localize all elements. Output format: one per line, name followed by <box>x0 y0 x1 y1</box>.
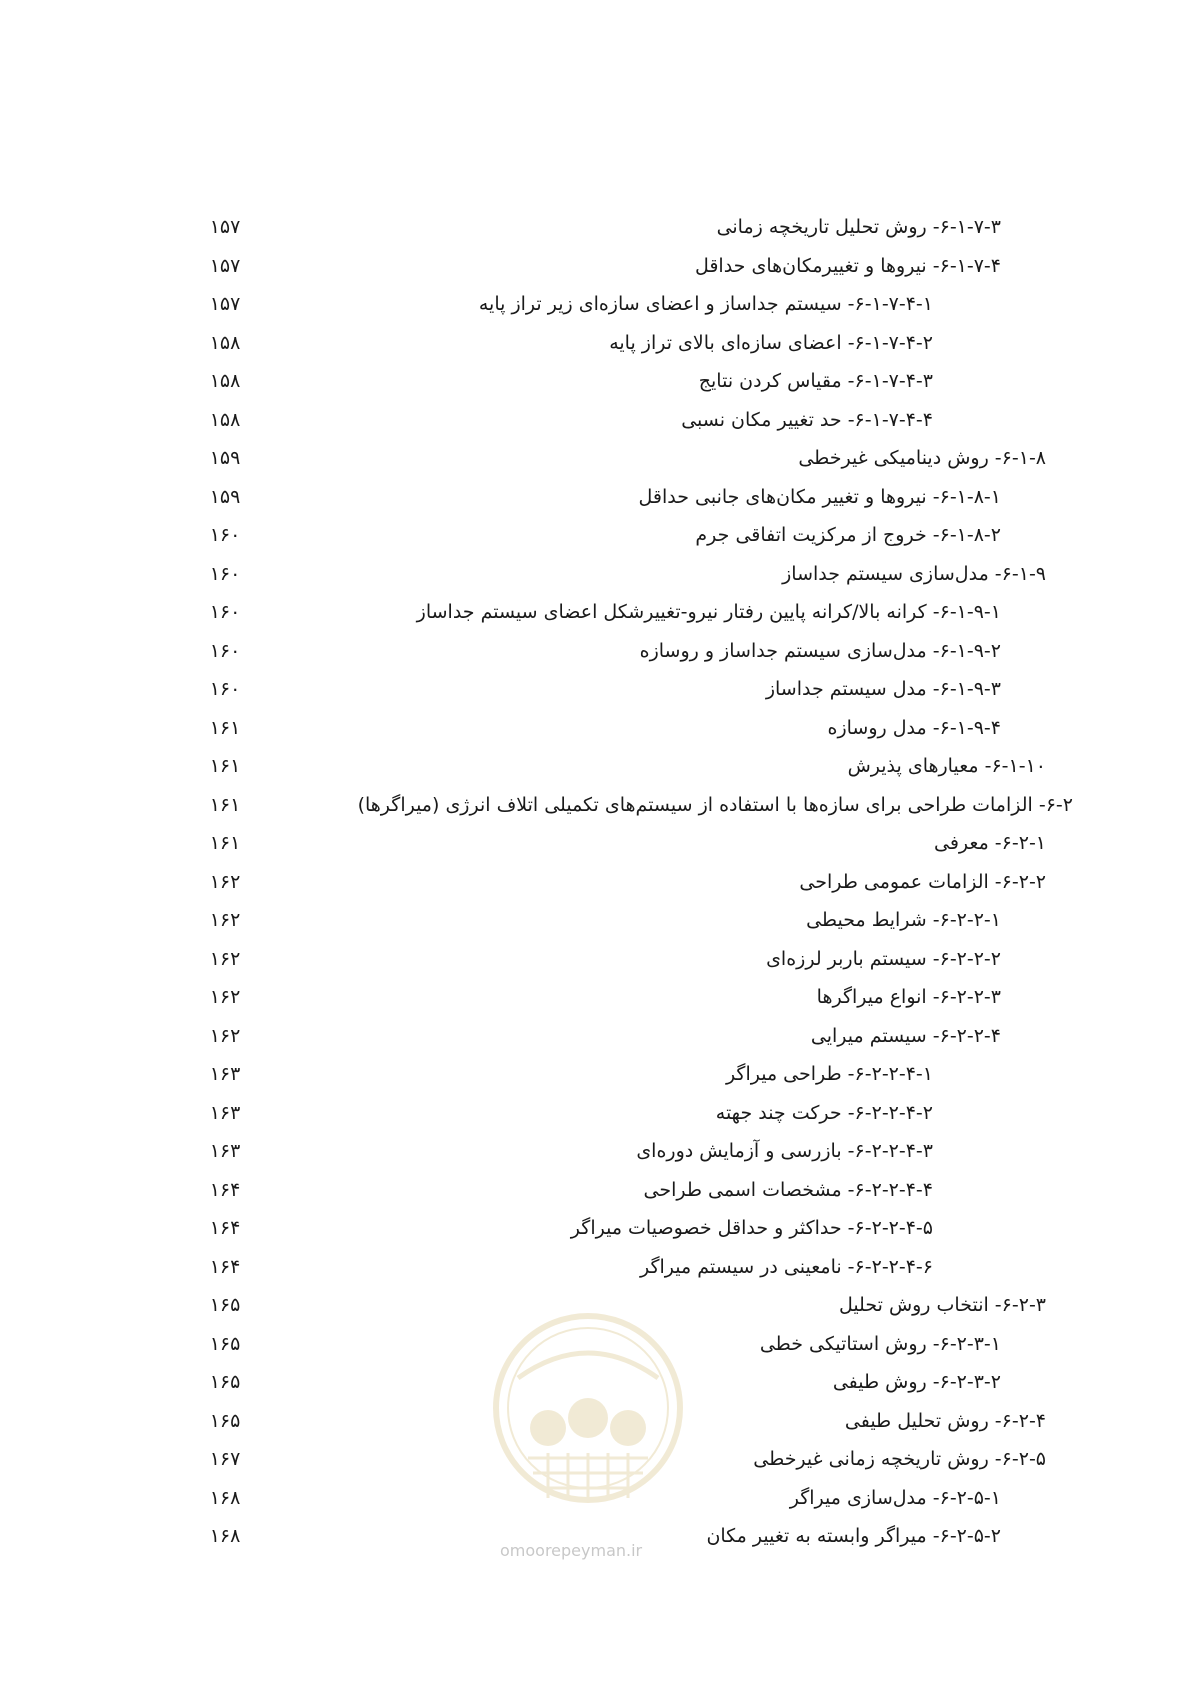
toc-entry-title: ۶-۲-۲-۴-۵- حداکثر و حداقل خصوصیات میراگر <box>570 1217 933 1239</box>
toc-entry-page-number: ۱۶۰ <box>209 678 241 700</box>
toc-entry-page-number: ۱۵۷ <box>209 293 241 315</box>
toc-entry-page-number: ۱۶۵ <box>209 1332 241 1355</box>
toc-entry <box>0 638 1191 677</box>
toc-entry-title: ۶-۲-۵-۲- میراگر وابسته به تغییر مکان <box>706 1525 1001 1547</box>
toc-entry-title: ۶-۲-۲-۴-۴- مشخصات اسمی طراحی <box>643 1178 933 1201</box>
toc-entry-title: ۶-۱-۷-۴-۱- سیستم جداساز و اعضای سازه‌ای زیر تراز پایه <box>478 293 933 315</box>
toc-entry-page-number: ۱۶۰ <box>209 639 241 662</box>
toc-entry-title: ۶-۱-۸-۱- نیروها و تغییر مکان‌های جانبی حداقل <box>638 485 1001 508</box>
toc-entry-page-number: ۱۵۷ <box>209 254 241 277</box>
toc-entry-title: ۶-۱-۸- روش دینامیکی غیرخطی <box>798 447 1046 469</box>
toc-entry-title: ۶-۱-۹-۲- مدل‌سازی سیستم جداساز و روسازه <box>639 639 1001 662</box>
toc-entry <box>0 484 1191 523</box>
toc-entry <box>0 869 1191 908</box>
toc-entry-page-number: ۱۶۳ <box>209 1101 241 1124</box>
toc-entry-page-number: ۱۶۱ <box>209 755 241 777</box>
toc-entry <box>0 1177 1191 1216</box>
toc-entry-title: ۶-۱-۹-۱- کرانه بالا/کرانه پایین رفتار نیرو-تغییرشکل اعضای سیستم جداساز <box>416 601 1001 623</box>
toc-entry-title: ۶-۲-۲-۴-۲- حرکت چند جهته <box>715 1101 933 1124</box>
toc-entry-title: ۶-۱-۷-۴-۲- اعضای سازه‌ای بالای تراز پایه <box>609 331 933 354</box>
toc-entry-page-number: ۱۵۹ <box>209 485 241 508</box>
toc-entry-title: ۶-۲-۲- الزامات عمومی طراحی <box>799 870 1046 893</box>
toc-entry-page-number: ۱۶۵ <box>209 1371 241 1393</box>
toc-entry <box>0 907 1191 946</box>
toc-entry-title: ۶-۱-۷-۴-۳- مقیاس کردن نتایج <box>698 370 933 392</box>
toc-entry-page-number: ۱۶۸ <box>209 1525 241 1547</box>
toc-entry <box>0 676 1191 715</box>
toc-entry-page-number: ۱۶۰ <box>209 562 241 585</box>
toc-entry <box>0 368 1191 407</box>
toc-entry-title: ۶-۲-۴- روش تحلیل طیفی <box>844 1409 1046 1432</box>
toc-entry <box>0 407 1191 446</box>
toc-entry-title: ۶-۱-۹-۴- مدل روسازه <box>827 716 1001 739</box>
toc-entry-title: ۶-۲-۲-۴-۶- نامعینی در سیستم میراگر <box>639 1255 933 1278</box>
toc-entry <box>0 214 1191 253</box>
toc-entry <box>0 561 1191 600</box>
toc-entry-title: ۶-۲-۲-۲- سیستم باربر لرزه‌ای <box>766 947 1001 970</box>
toc-entry-title: ۶-۲-۲-۱- شرایط محیطی <box>806 909 1001 931</box>
toc-entry <box>0 792 1191 831</box>
toc-entry-page-number: ۱۶۷ <box>209 1448 241 1470</box>
toc-entry-page-number: ۱۶۳ <box>209 1140 241 1162</box>
toc-entry-title: ۶-۲-۳- انتخاب روش تحلیل <box>838 1294 1046 1316</box>
toc-entry <box>0 253 1191 292</box>
toc-entry-title: ۶-۱-۷-۴-۴- حد تغییر مکان نسبی <box>681 408 933 431</box>
toc-entry <box>0 1100 1191 1139</box>
toc-entry-page-number: ۱۶۰ <box>209 524 241 546</box>
toc-entry-page-number: ۱۶۴ <box>209 1255 241 1278</box>
toc-entry-title: ۶-۲-۱- معرفی <box>934 832 1046 854</box>
toc-entry <box>0 445 1191 484</box>
toc-entry-title: ۶-۱-۷-۴- نیروها و تغییرمکان‌های حداقل <box>694 254 1001 277</box>
watermark-url: omoorepeyman.ir <box>500 1541 643 1560</box>
toc-entry-page-number: ۱۶۲ <box>209 986 241 1008</box>
toc-entry <box>0 830 1191 869</box>
toc-entry-title: ۶-۱-۹-۳- مدل سیستم جداساز <box>765 678 1001 700</box>
toc-entry-page-number: ۱۶۲ <box>209 909 241 931</box>
toc-entry-page-number: ۱۶۰ <box>209 601 241 623</box>
toc-entry-page-number: ۱۶۵ <box>209 1409 241 1432</box>
toc-entry-page-number: ۱۶۸ <box>209 1486 241 1509</box>
toc-entry <box>0 753 1191 792</box>
toc-entry-page-number: ۱۶۵ <box>209 1294 241 1316</box>
toc-entry-title: ۶-۲-۲-۴-۱- طراحی میراگر <box>725 1063 933 1085</box>
toc-entry <box>0 1254 1191 1293</box>
toc-entry-page-number: ۱۶۲ <box>209 947 241 970</box>
toc-entry-title: ۶-۲-۲-۳- انواع میراگرها <box>816 986 1001 1008</box>
toc-entry-title: ۶-۲-۵- روش تاریخچه زمانی غیرخطی <box>753 1448 1046 1470</box>
toc-entry-page-number: ۱۶۴ <box>209 1217 241 1239</box>
toc-entry-title: ۶-۲- الزامات طراحی برای سازه‌ها با استفاده از سیستم‌های تکمیلی اتلاف انرژی (میراگرها) <box>357 793 1073 816</box>
toc-entry <box>0 1023 1191 1062</box>
toc-entry-title: ۶-۲-۲-۴- سیستم میرایی <box>810 1024 1001 1047</box>
toc-entry-title: ۶-۲-۲-۴-۳- بازرسی و آزمایش دوره‌ای <box>636 1140 933 1162</box>
toc-entry-page-number: ۱۶۱ <box>209 716 241 739</box>
omoorepeyman-logo-watermark <box>488 1308 688 1558</box>
toc-entry-title: ۶-۱-۸-۲- خروج از مرکزیت اتفاقی جرم <box>695 524 1001 546</box>
toc-entry <box>0 522 1191 561</box>
toc-entry-title: ۶-۱-۹- مدل‌سازی سیستم جداساز <box>782 562 1046 585</box>
toc-entry <box>0 599 1191 638</box>
toc-entry <box>0 291 1191 330</box>
toc-entry <box>0 1138 1191 1177</box>
toc-entry-page-number: ۱۶۲ <box>209 870 241 893</box>
toc-entry-page-number: ۱۶۱ <box>209 793 241 816</box>
toc-entry <box>0 946 1191 985</box>
toc-entry <box>0 715 1191 754</box>
toc-entry-page-number: ۱۶۴ <box>209 1178 241 1201</box>
toc-entry-page-number: ۱۵۸ <box>209 331 241 354</box>
toc-entry <box>0 1061 1191 1100</box>
toc-entry-title: ۶-۲-۳-۲- روش طیفی <box>832 1371 1001 1393</box>
toc-entry-page-number: ۱۶۱ <box>209 832 241 854</box>
toc-entry-page-number: ۱۶۳ <box>209 1063 241 1085</box>
toc-entry-page-number: ۱۵۸ <box>209 408 241 431</box>
toc-entry-page-number: ۱۵۸ <box>209 370 241 392</box>
toc-entry <box>0 984 1191 1023</box>
toc-entry <box>0 330 1191 369</box>
toc-entry-page-number: ۱۶۲ <box>209 1024 241 1047</box>
toc-entry-title: ۶-۲-۵-۱- مدل‌سازی میراگر <box>789 1486 1001 1509</box>
toc-entry-page-number: ۱۵۹ <box>209 447 241 469</box>
toc-entry-title: ۶-۱-۱۰- معیارهای پذیرش <box>847 755 1046 777</box>
toc-entry-title: ۶-۱-۷-۳- روش تحلیل تاریخچه زمانی <box>716 216 1001 238</box>
toc-entry-title: ۶-۲-۳-۱- روش استاتیکی خطی <box>759 1332 1001 1355</box>
toc-entry-page-number: ۱۵۷ <box>209 216 241 238</box>
toc-entry <box>0 1215 1191 1254</box>
